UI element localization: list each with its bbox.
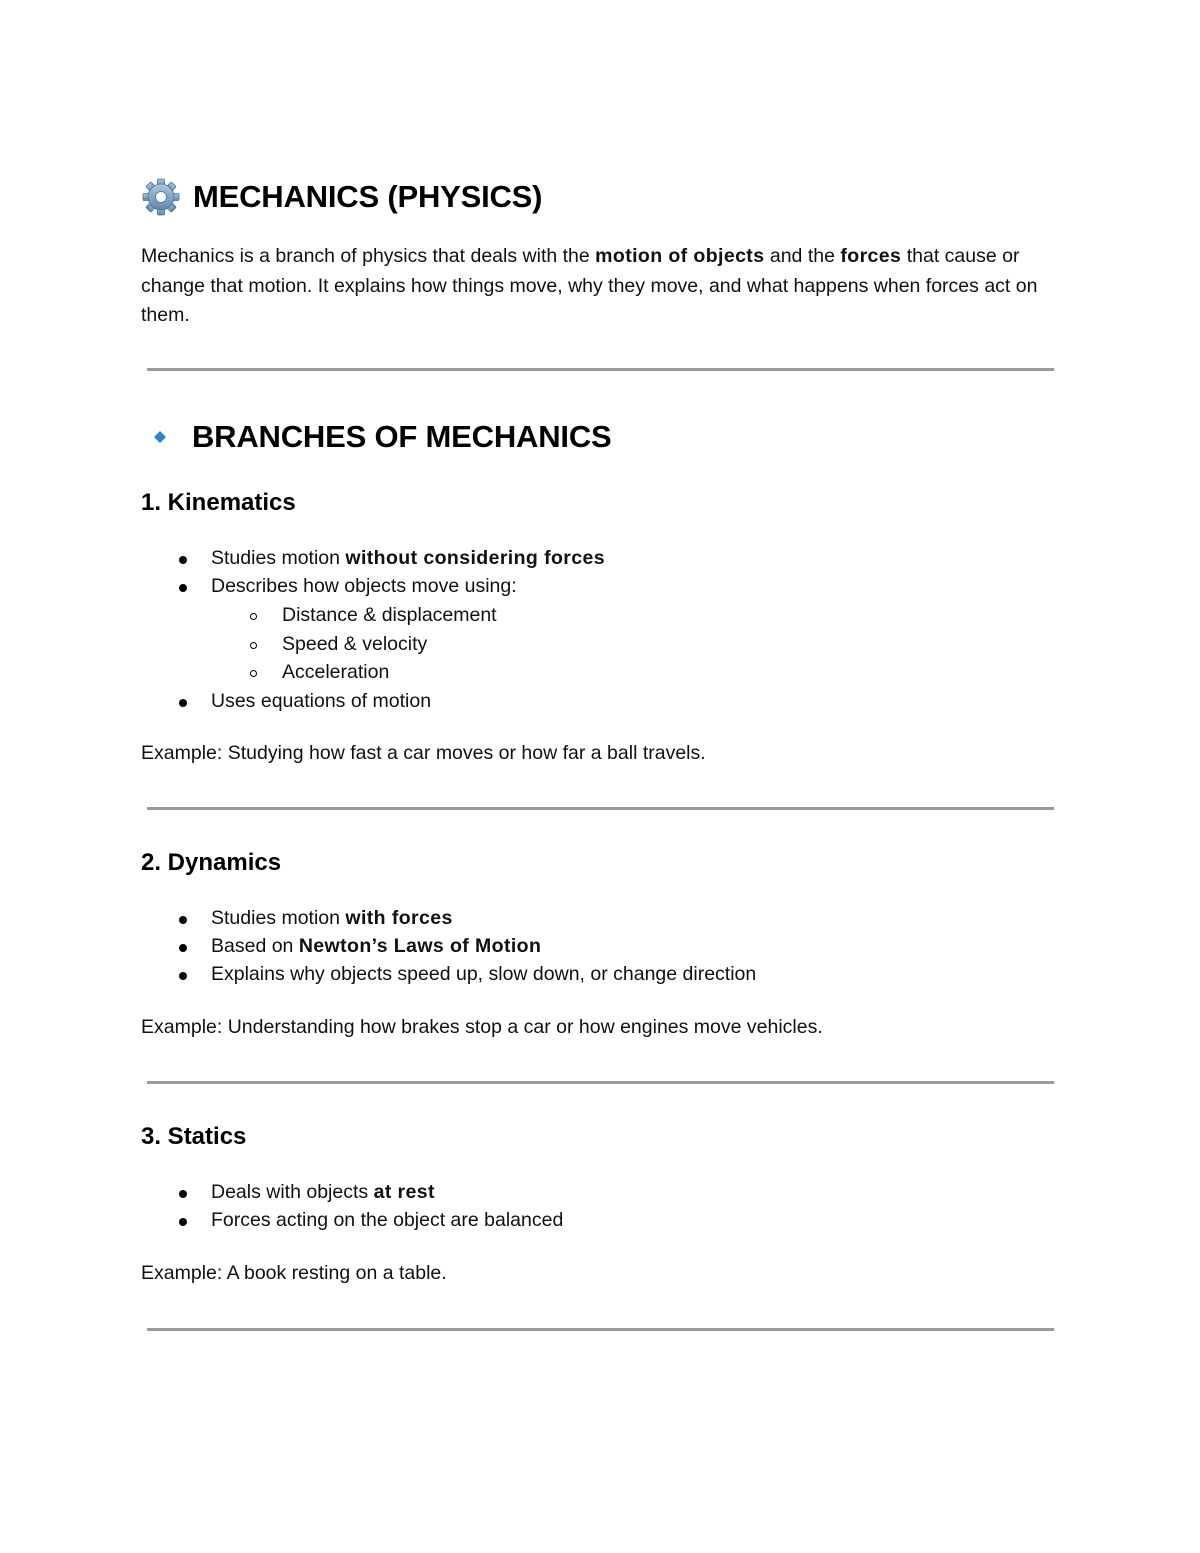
horizontal-rule	[147, 368, 1054, 371]
horizontal-rule	[147, 807, 1054, 810]
list-item-text: Deals with objects	[211, 1181, 374, 1203]
intro-text: Mechanics is a branch of physics that deals with the	[141, 245, 596, 267]
intro-bold-forces: forces	[840, 245, 902, 267]
bullet-dot	[179, 1218, 187, 1226]
intro-paragraph	[141, 242, 1061, 331]
list-item-text: Studies motion	[211, 547, 346, 569]
list-item-bold: Newton’s Laws of Motion	[298, 935, 542, 957]
bullet-dot	[179, 699, 187, 707]
page-title-row	[141, 177, 542, 217]
intro-text: that cause or change that motion. It explains how things move, why they move, and what happens when forces act on them.	[141, 245, 1038, 326]
bullet-circle	[250, 642, 257, 649]
bullet-dot	[179, 944, 187, 952]
bullet-dot	[179, 584, 187, 592]
list-item: Uses equations of motion	[211, 690, 432, 712]
gear-icon	[141, 177, 181, 217]
kinematics-heading: 1. Kinematics	[141, 489, 296, 516]
bullet-circle	[250, 670, 257, 677]
statics-heading: 3. Statics	[141, 1123, 247, 1150]
example-text: Example: A book resting on a table.	[141, 1262, 447, 1284]
bullet-dot	[179, 916, 187, 924]
list-item	[211, 544, 605, 573]
list-item-text: Studies motion	[211, 907, 346, 929]
dynamics-heading: 2. Dynamics	[141, 849, 282, 876]
intro-text: and the	[764, 245, 841, 267]
sub-list-item: Speed & velocity	[282, 633, 428, 655]
sub-list-item: Acceleration	[282, 661, 390, 683]
list-item	[211, 904, 453, 933]
example-text: Example: Understanding how brakes stop a car or how engines move vehicles.	[141, 1016, 823, 1038]
branches-heading: BRANCHES OF MECHANICS	[192, 419, 612, 454]
horizontal-rule	[147, 1328, 1054, 1331]
page-title: MECHANICS (PHYSICS)	[193, 179, 543, 214]
branches-heading-row	[152, 417, 611, 457]
list-item-bold: without considering forces	[345, 547, 605, 569]
bullet-dot	[179, 972, 187, 980]
horizontal-rule	[147, 1081, 1054, 1084]
example-text: Example: Studying how fast a car moves or how far a ball travels.	[141, 742, 706, 764]
list-item-text: Based on	[211, 935, 299, 957]
list-item-bold: at rest	[373, 1181, 435, 1203]
bullet-dot	[179, 1190, 187, 1198]
list-item	[211, 932, 541, 961]
bullet-dot	[179, 556, 187, 564]
bullet-circle	[250, 613, 257, 620]
intro-bold-motion: motion of objects	[595, 245, 765, 267]
list-item-bold: with forces	[345, 907, 453, 929]
blue-diamond-icon	[152, 429, 168, 445]
list-item	[211, 1178, 435, 1207]
sub-list-item: Distance & displacement	[282, 604, 497, 626]
list-item: Explains why objects speed up, slow down, or change direction	[211, 963, 757, 985]
list-item: Describes how objects move using:	[211, 575, 517, 597]
list-item: Forces acting on the object are balanced	[211, 1209, 564, 1231]
